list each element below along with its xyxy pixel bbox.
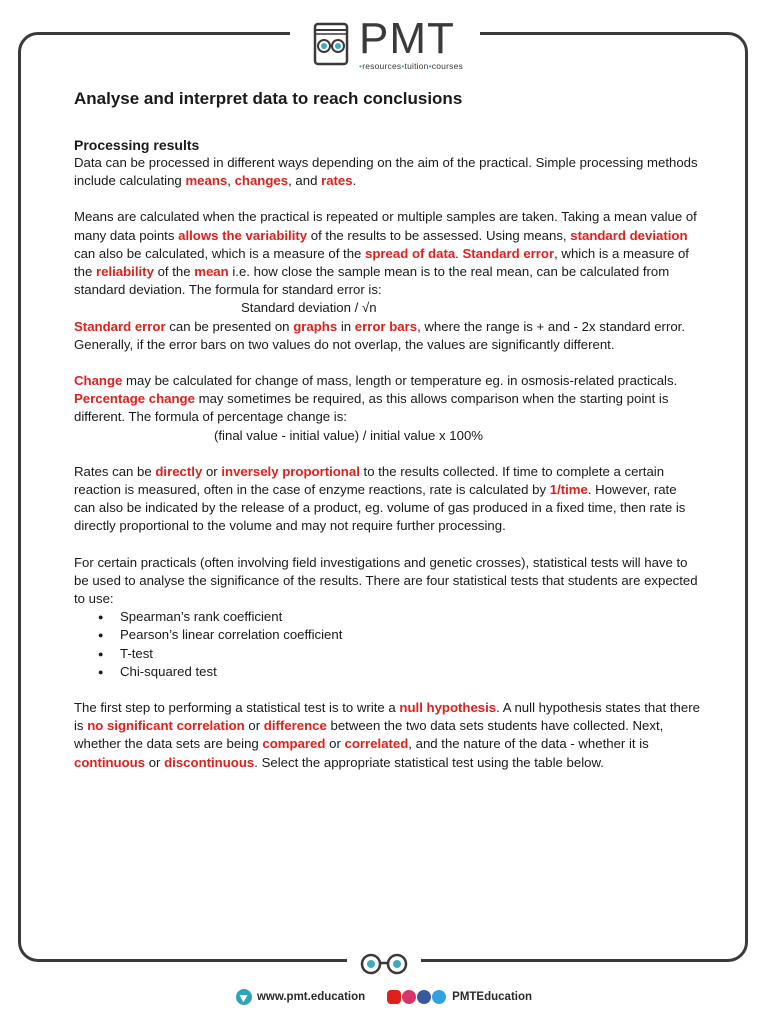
formula-standard-error: Standard deviation / √n: [241, 300, 377, 316]
paragraph-processing-intro: Data can be processed in different ways depending on the aim of the practical. Simple processing methods include calculating means, changes, and rates.: [74, 155, 698, 189]
list-item: ● Pearson’s linear correlation coefficient: [74, 626, 700, 644]
glasses-icon: [347, 950, 421, 978]
paragraph-error-bars: Standard error can be presented on graphs in error bars, where the range is + and - 2x standard error. Generally, if the error bars on two values do not overlap, the values are significantly different.: [74, 318, 685, 352]
footer: [0, 989, 768, 1005]
list-item: ● T-test: [74, 645, 700, 663]
paragraph-change: Change may be calculated for change of mass, length or temperature eg. in osmosis-related practicals. Percentage change may sometimes be required, as this allows comparison when the starting point is different. The formula of percentage change is:: [74, 373, 678, 425]
logo-tagline: •resources•tuition•courses: [359, 61, 463, 71]
pmt-logo: [290, 10, 480, 78]
social-icons: [387, 990, 447, 1004]
footer-social-handle: PMTEducation: [452, 991, 533, 1003]
page-title: Analyse and interpret data to reach conclusions: [74, 89, 463, 108]
footer-website[interactable]: www.pmt.education: [256, 991, 366, 1003]
youtube-icon[interactable]: [387, 990, 401, 1004]
instagram-icon[interactable]: [402, 990, 416, 1004]
paragraph-statistical-tests: For certain practicals (often involving field investigations and genetic crosses), statistical tests will have to be used to analyse the significance of the results. There are four statistical tests that students are expected to use:: [74, 554, 698, 607]
logo-title: PMT: [359, 14, 455, 63]
facebook-icon[interactable]: [417, 990, 431, 1004]
paragraph-rates: Rates can be directly or inversely proportional to the results collected. If time to complete a certain reaction is measured, often in the case of enzyme reactions, rate is calculated by 1/time. However, rate can also be indicated by the release of a product, eg. volume of gas produced in a fixed time, then rate is directly proportional to the volume and may not require further processing.: [74, 463, 686, 534]
document-body: [74, 88, 700, 772]
paragraph-means: Means are calculated when the practical is repeated or multiple samples are taken. Taking a mean value of many data points allows the variability of the results to be assessed. Using means, standard deviation can also be calculated, which is a measure of the spread of data. Standard error, which is a measure of the reliability of the mean i.e. how close the sample mean is to the real mean, can be calculated from standard deviation. The formula for standard error is:: [74, 209, 697, 298]
statistical-tests-list: [74, 608, 700, 681]
list-item: ● Spearman’s rank coefficient: [74, 608, 700, 626]
list-item: ● Chi-squared test: [74, 663, 700, 681]
book-glasses-icon: [307, 20, 355, 68]
formula-percentage-change: (final value - initial value) / initial value x 100%: [214, 427, 484, 443]
paragraph-null-hypothesis: The first step to performing a statistical test is to write a null hypothesis. A null hypothesis states that there is no significant correlation or difference between the two data sets students have collected. Next, whether the data sets are being compared or correlated, and the nature of the data - whether it is continuous or discontinuous. Select the appropriate statistical test using the table below.: [74, 700, 700, 770]
cursor-icon: [236, 989, 252, 1005]
twitter-icon[interactable]: [432, 990, 446, 1004]
section-heading: Processing results: [74, 137, 200, 153]
